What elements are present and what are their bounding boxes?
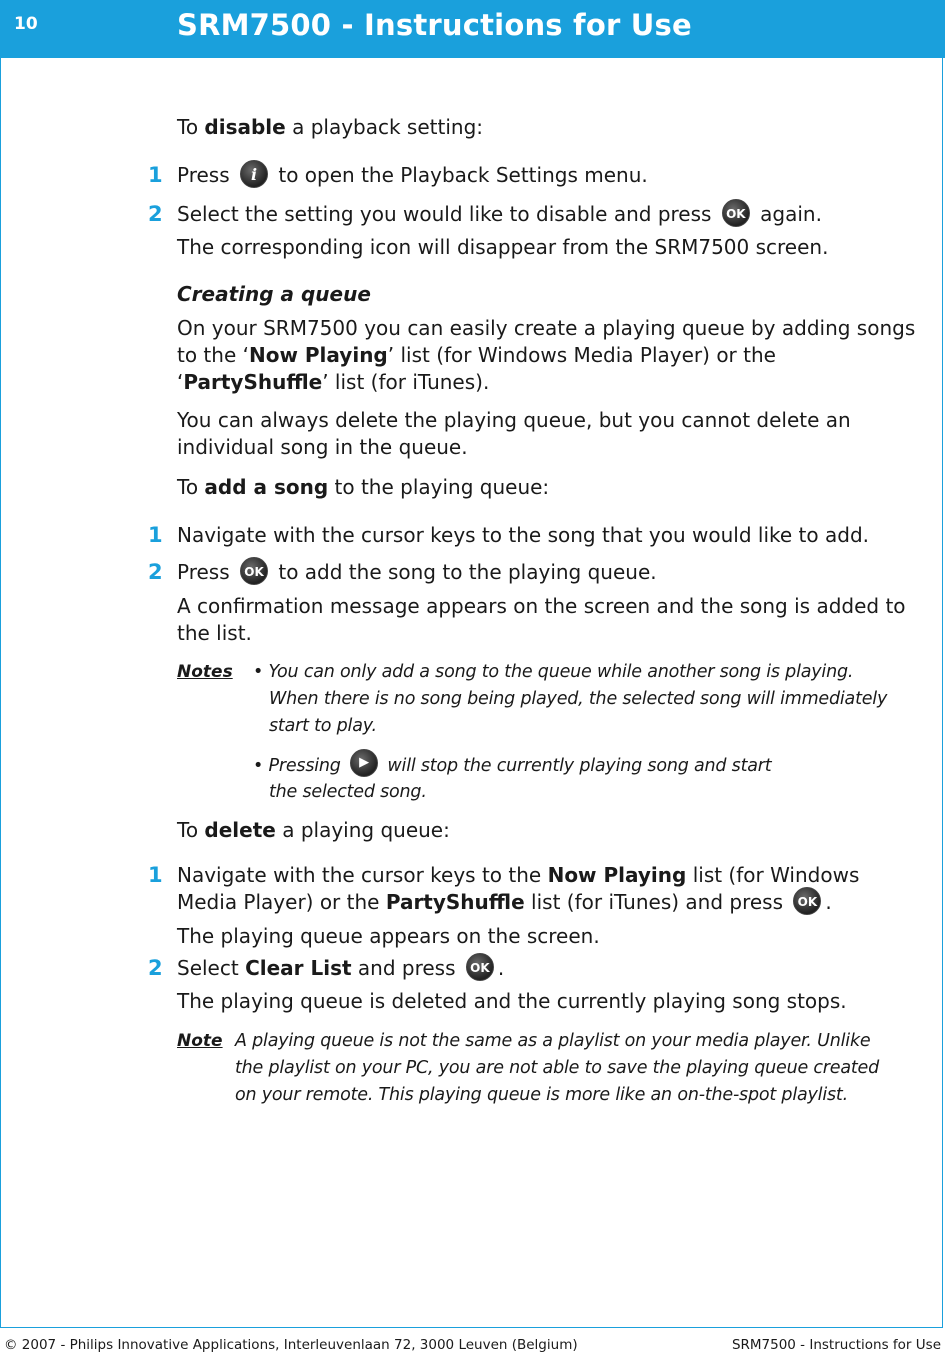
disable-step-2: Select the setting you would like to disable and press OK again. xyxy=(177,201,889,230)
queue-para-2-line-1: You can always delete the playing queue, but you cannot delete an xyxy=(177,408,851,432)
note-line-1: A playing queue is not the same as a playlist on your media player. Unlike xyxy=(235,1031,871,1051)
note-1-line-3: start to play. xyxy=(269,716,377,736)
add-song-intro: To add a song to the playing queue: xyxy=(177,475,550,499)
note-2-line-1: • Pressing ▶ will stop the currently playing song and start xyxy=(253,752,771,780)
page-number: 10 xyxy=(14,14,38,34)
delete-step-1-line-1: Navigate with the cursor keys to the Now Playing list (for Windows xyxy=(177,863,860,887)
queue-para-2-line-2: individual song in the queue. xyxy=(177,435,468,459)
note-line-3: on your remote. This playing queue is more like an on-the-spot playlist. xyxy=(235,1085,848,1105)
add-step-2: Press OK to add the song to the playing queue. xyxy=(177,559,889,588)
delete-step-1-line-2: Media Player) or the PartyShuffle list (for iTunes) and press OK . xyxy=(177,889,889,918)
disable-step-1: Press i to open the Playback Settings menu. xyxy=(177,162,889,191)
add-step-2-result-line-1: A confirmation message appears on the screen and the song is added to xyxy=(177,594,906,618)
section-heading: Creating a queue xyxy=(177,282,371,306)
delete-step-1-result: The playing queue appears on the screen. xyxy=(177,924,600,948)
footer-title: SRM7500 - Instructions for Use xyxy=(731,1337,941,1353)
note-1-line-2: When there is no song being played, the selected song will immediately xyxy=(269,689,888,709)
delete-step-2: Select Clear List and press OK . xyxy=(177,955,889,984)
step-number: 2 xyxy=(148,202,163,226)
notes-label: Notes xyxy=(177,662,233,682)
step-number: 1 xyxy=(148,163,163,187)
step-number: 1 xyxy=(148,523,163,547)
delete-step-2-result: The playing queue is deleted and the currently playing song stops. xyxy=(177,989,847,1013)
add-step-1: Navigate with the cursor keys to the song that you would like to add. xyxy=(177,523,869,547)
ok-button-icon: OK xyxy=(722,199,750,227)
ok-button-icon: OK xyxy=(793,887,821,915)
note-2-line-2: the selected song. xyxy=(269,782,427,802)
queue-para-1-line-2: to the ‘Now Playing’ list (for Windows Media Player) or the xyxy=(177,343,776,367)
footer-copyright: © 2007 - Philips Innovative Applications, Interleuvenlaan 72, 3000 Leuven (Belgium) xyxy=(4,1337,578,1353)
queue-para-1-line-1: On your SRM7500 you can easily create a playing queue by adding songs xyxy=(177,316,916,340)
ok-button-icon: OK xyxy=(466,953,494,981)
page-title: SRM7500 - Instructions for Use xyxy=(177,8,692,42)
note-label: Note xyxy=(177,1031,223,1051)
step-number: 2 xyxy=(148,956,163,980)
note-line-2: the playlist on your PC, you are not able to save the playing queue created xyxy=(235,1058,880,1078)
play-button-icon: ▶ xyxy=(350,749,378,777)
disable-intro: To disable a playback setting: xyxy=(177,115,484,139)
page-header xyxy=(0,0,945,58)
ok-button-icon: OK xyxy=(240,557,268,585)
info-button-icon: i xyxy=(240,160,268,188)
step-number: 2 xyxy=(148,560,163,584)
step-number: 1 xyxy=(148,863,163,887)
add-step-2-result-line-2: the list. xyxy=(177,621,252,645)
delete-intro: To delete a playing queue: xyxy=(177,818,450,842)
note-1-line-1: • You can only add a song to the queue while another song is playing. xyxy=(253,662,854,682)
disable-step-2-result: The corresponding icon will disappear from the SRM7500 screen. xyxy=(177,235,829,259)
queue-para-1-line-3: ‘PartyShuffle’ list (for iTunes). xyxy=(177,370,490,394)
